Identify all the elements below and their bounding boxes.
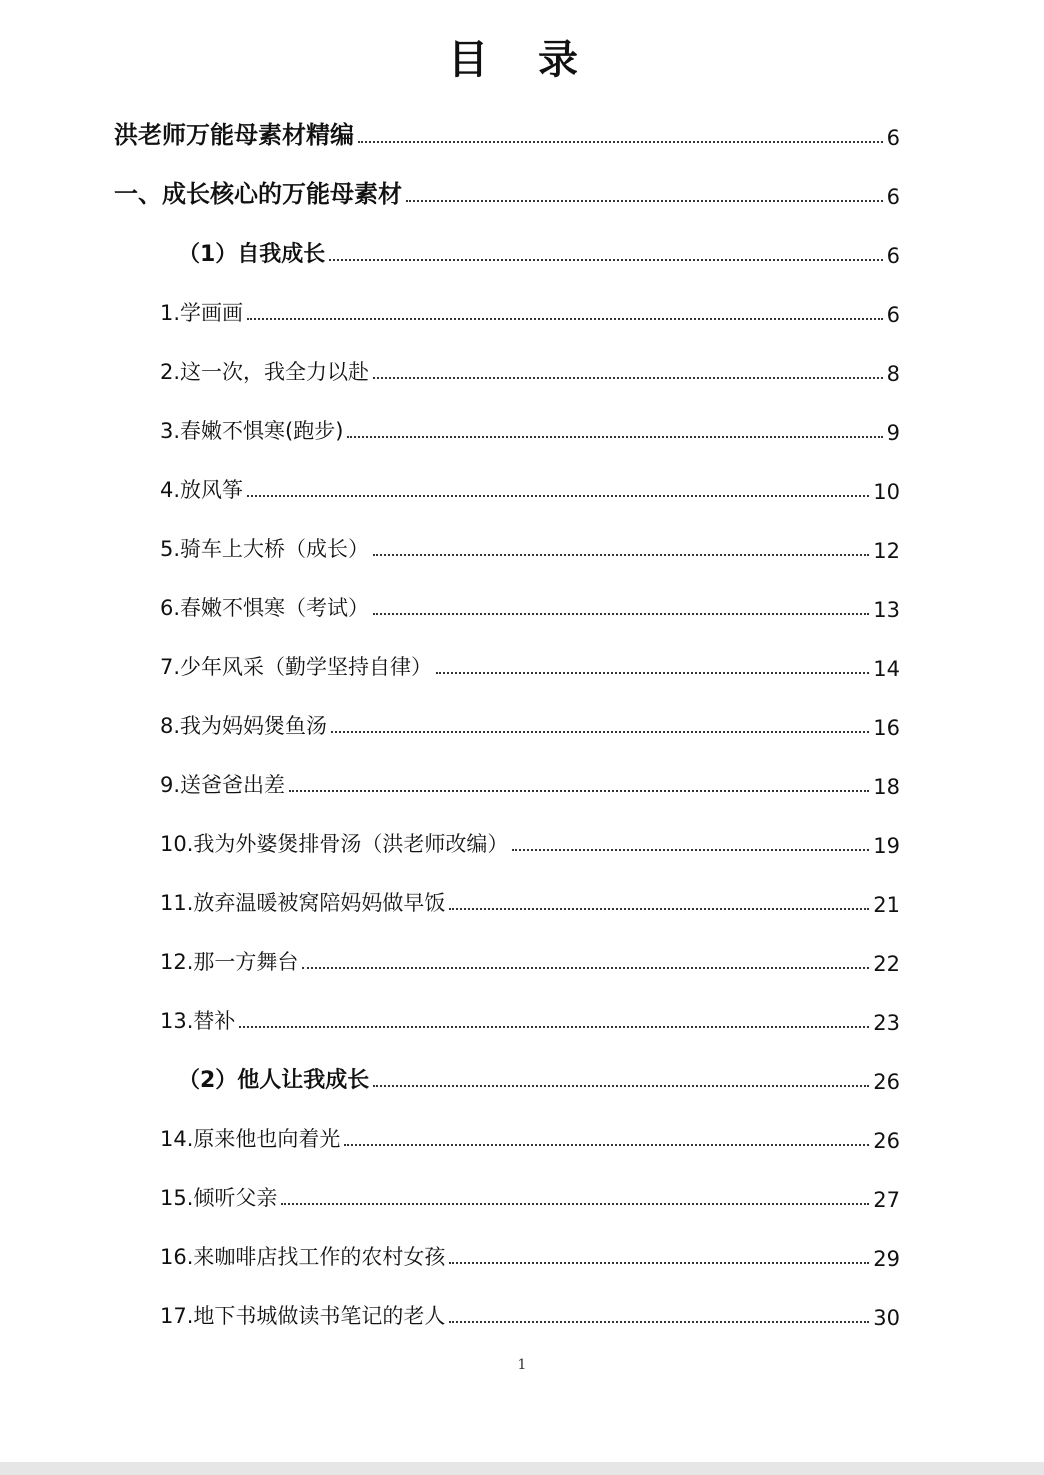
toc-entry[interactable] (160, 1296, 900, 1330)
dot-leader (302, 967, 869, 969)
dot-leader (347, 436, 882, 438)
toc-entry-page: 18 (873, 775, 900, 799)
toc-entry[interactable] (160, 883, 900, 917)
toc-entry[interactable] (114, 116, 900, 150)
toc-entry-page: 6 (886, 185, 900, 209)
toc-entry-label: 12.那一方舞台 (160, 950, 299, 974)
dot-leader (331, 731, 869, 733)
dot-leader (281, 1203, 869, 1205)
toc-entry-page: 12 (873, 539, 900, 563)
toc-entry-label: 15.倾听父亲 (160, 1186, 278, 1210)
toc-entry-label: 10.我为外婆煲排骨汤（洪老师改编） (160, 832, 509, 856)
toc-entry[interactable] (160, 706, 900, 740)
toc-entry[interactable] (160, 1237, 900, 1271)
toc-entry-label: 7.少年风采（勤学坚持自律） (160, 655, 433, 679)
toc-entry-label: 4.放风筝 (160, 478, 244, 502)
dot-leader (512, 849, 869, 851)
toc-entry-label: 5.骑车上大桥（成长） (160, 537, 370, 561)
dot-leader (373, 554, 869, 556)
dot-leader (373, 377, 883, 379)
toc-entry-label: 洪老师万能母素材精编 (114, 121, 354, 149)
toc-entry-page: 26 (873, 1129, 900, 1153)
dot-leader (449, 1262, 869, 1264)
toc-entry[interactable] (160, 352, 900, 386)
toc-entry[interactable] (160, 942, 900, 976)
toc-entry-page: 14 (873, 657, 900, 681)
toc-entry-label: 1.学画画 (160, 301, 244, 325)
dot-leader (247, 318, 883, 320)
toc-entry-label: 2.这一次，我全力以赴 (160, 360, 370, 384)
toc-entry[interactable] (160, 529, 900, 563)
toc-entry[interactable] (160, 647, 900, 681)
toc-entry-page: 16 (873, 716, 900, 740)
toc-entry-label: 13.替补 (160, 1009, 236, 1033)
dot-leader (247, 495, 869, 497)
dot-leader (406, 200, 883, 202)
toc-entry-page: 6 (886, 126, 900, 150)
toc-entry-label: 9.送爸爸出差 (160, 773, 286, 797)
dot-leader (239, 1026, 869, 1028)
viewer-bottom-strip (0, 1462, 1044, 1475)
dot-leader (449, 908, 869, 910)
toc-entry[interactable] (160, 470, 900, 504)
toc-entry[interactable] (178, 1060, 900, 1094)
toc-entry[interactable] (160, 293, 900, 327)
toc-entry-page: 13 (873, 598, 900, 622)
toc-entry[interactable] (160, 588, 900, 622)
toc-entry-page: 30 (873, 1306, 900, 1330)
dot-leader (329, 259, 882, 261)
toc-entry[interactable] (160, 1001, 900, 1035)
toc-entry[interactable] (160, 1178, 900, 1212)
dot-leader (373, 613, 869, 615)
toc-entry-page: 22 (873, 952, 900, 976)
toc-entry-label: 6.春嫩不惧寒（考试） (160, 596, 370, 620)
toc-entry-label: 11.放弃温暖被窝陪妈妈做早饭 (160, 891, 446, 915)
toc-entry-label: 3.春嫩不惧寒(跑步) (160, 419, 344, 443)
toc-entry-page: 9 (886, 421, 900, 445)
dot-leader (344, 1144, 869, 1146)
toc-entry-page: 6 (886, 244, 900, 268)
toc-entry[interactable] (160, 765, 900, 799)
toc-entry-page: 6 (886, 303, 900, 327)
toc-entry-page: 26 (873, 1070, 900, 1094)
toc-entry-label: 16.来咖啡店找工作的农村女孩 (160, 1245, 446, 1269)
toc-entry[interactable] (160, 1119, 900, 1153)
page-number: 1 (517, 1357, 527, 1373)
dot-leader (373, 1085, 869, 1087)
toc-entry-page: 29 (873, 1247, 900, 1271)
toc-entry-page: 21 (873, 893, 900, 917)
toc-entry-page: 19 (873, 834, 900, 858)
page-title: 目 录 (448, 37, 596, 83)
toc-entry-page: 27 (873, 1188, 900, 1212)
toc-entry-label: （1）自我成长 (178, 242, 326, 267)
toc-entry[interactable] (160, 411, 900, 445)
toc-entry-page: 23 (873, 1011, 900, 1035)
toc-entry-page: 10 (873, 480, 900, 504)
toc-entry[interactable] (178, 234, 900, 268)
toc-entry[interactable] (160, 824, 900, 858)
dot-leader (449, 1321, 869, 1323)
dot-leader (289, 790, 869, 792)
toc-entry-label: 14.原来他也向着光 (160, 1127, 341, 1151)
dot-leader (436, 672, 869, 674)
toc-entry[interactable] (114, 175, 900, 209)
toc-entry-label: （2）他人让我成长 (178, 1068, 370, 1093)
toc-entry-label: 一、成长核心的万能母素材 (114, 180, 402, 208)
dot-leader (358, 141, 883, 143)
toc-entry-label: 17.地下书城做读书笔记的老人 (160, 1304, 446, 1328)
toc-entry-page: 8 (886, 362, 900, 386)
toc-entry-label: 8.我为妈妈煲鱼汤 (160, 714, 328, 738)
